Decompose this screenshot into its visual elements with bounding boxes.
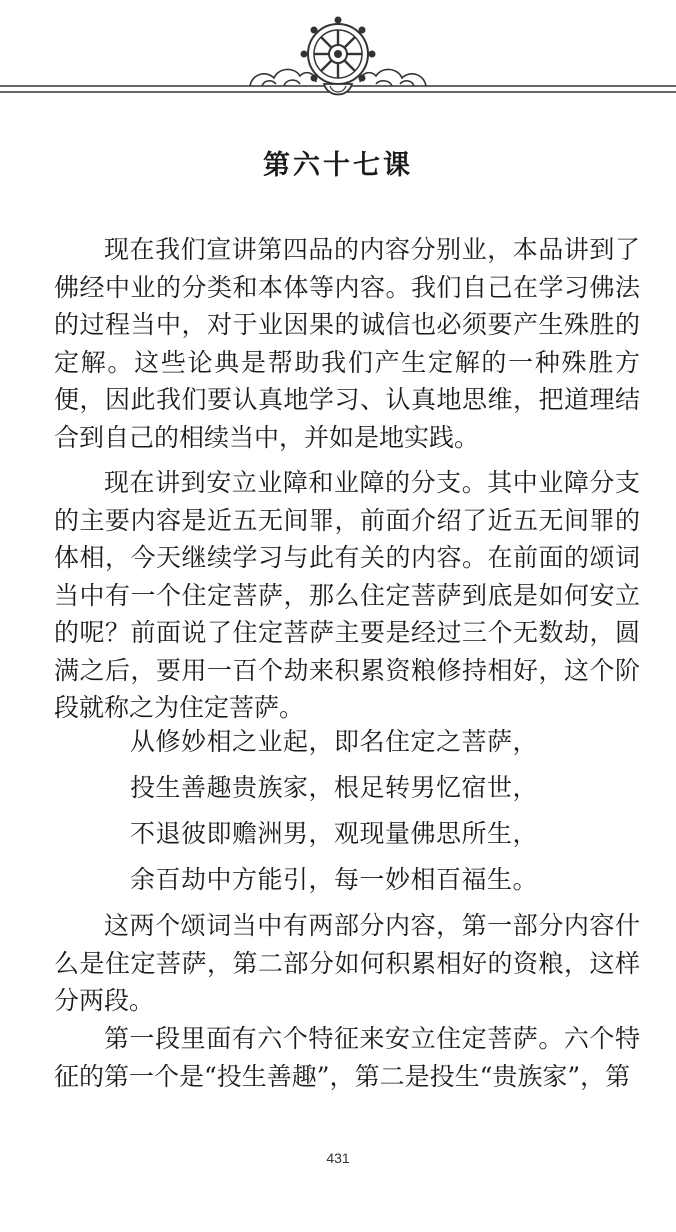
cloud-right-icon [360,69,426,86]
paragraph-1: 现在我们宣讲第四品的内容分别业，本品讲到了佛经中业的分类和本体等内容。我们自己在学习佛法的过程当中，对于业因果的诚信也必须要产生殊胜的定解。这些论典是帮助我们产生定解的一种殊胜方便，因此我们要认真地学习、认真地思维，把道理结合到自己的相续当中，并如是地实践。 [54,235,640,452]
chapter-title: 第六十七课 [263,150,413,181]
verse-line-1: 从修妙相之业起，即名住定之菩萨， [130,727,539,756]
verse-line-3: 不退彼即赡洲男，观现量佛思所生， [130,819,539,848]
verse-block [130,719,630,903]
paragraph-4: 第一段里面有六个特征来安立住定菩萨。六个特征的第一个是“投生善趣”，第二是投生“贵族家”，第 [54,1024,640,1091]
page-number: 431 [326,1150,350,1166]
dharma-wheel-icon [301,17,376,95]
paragraph-2: 现在讲到安立业障和业障的分支。其中业障分支的主要内容是近五无间罪，前面介绍了近五无间罪的体相，今天继续学习与此有关的内容。在前面的颂词当中有一个住定菩萨，那么住定菩萨到底是如何安立的呢？前面说了住定菩萨主要是经过三个无数劫，圆满之后，要用一百个劫来积累资粮修持相好，这个阶段就称之为住定菩萨。 [54,468,640,722]
verse-line-2: 投生善趣贵族家，根足转男忆宿世， [130,773,539,802]
header-ornament [0,0,676,110]
verse-line-4: 余百劫中方能引，每一妙相百福生。 [130,865,539,894]
paragraph-3: 这两个颂词当中有两部分内容，第一部分内容什么是住定菩萨，第二部分如何积累相好的资粮，这样分两段。 [54,911,640,1015]
cloud-left-icon [250,69,316,86]
